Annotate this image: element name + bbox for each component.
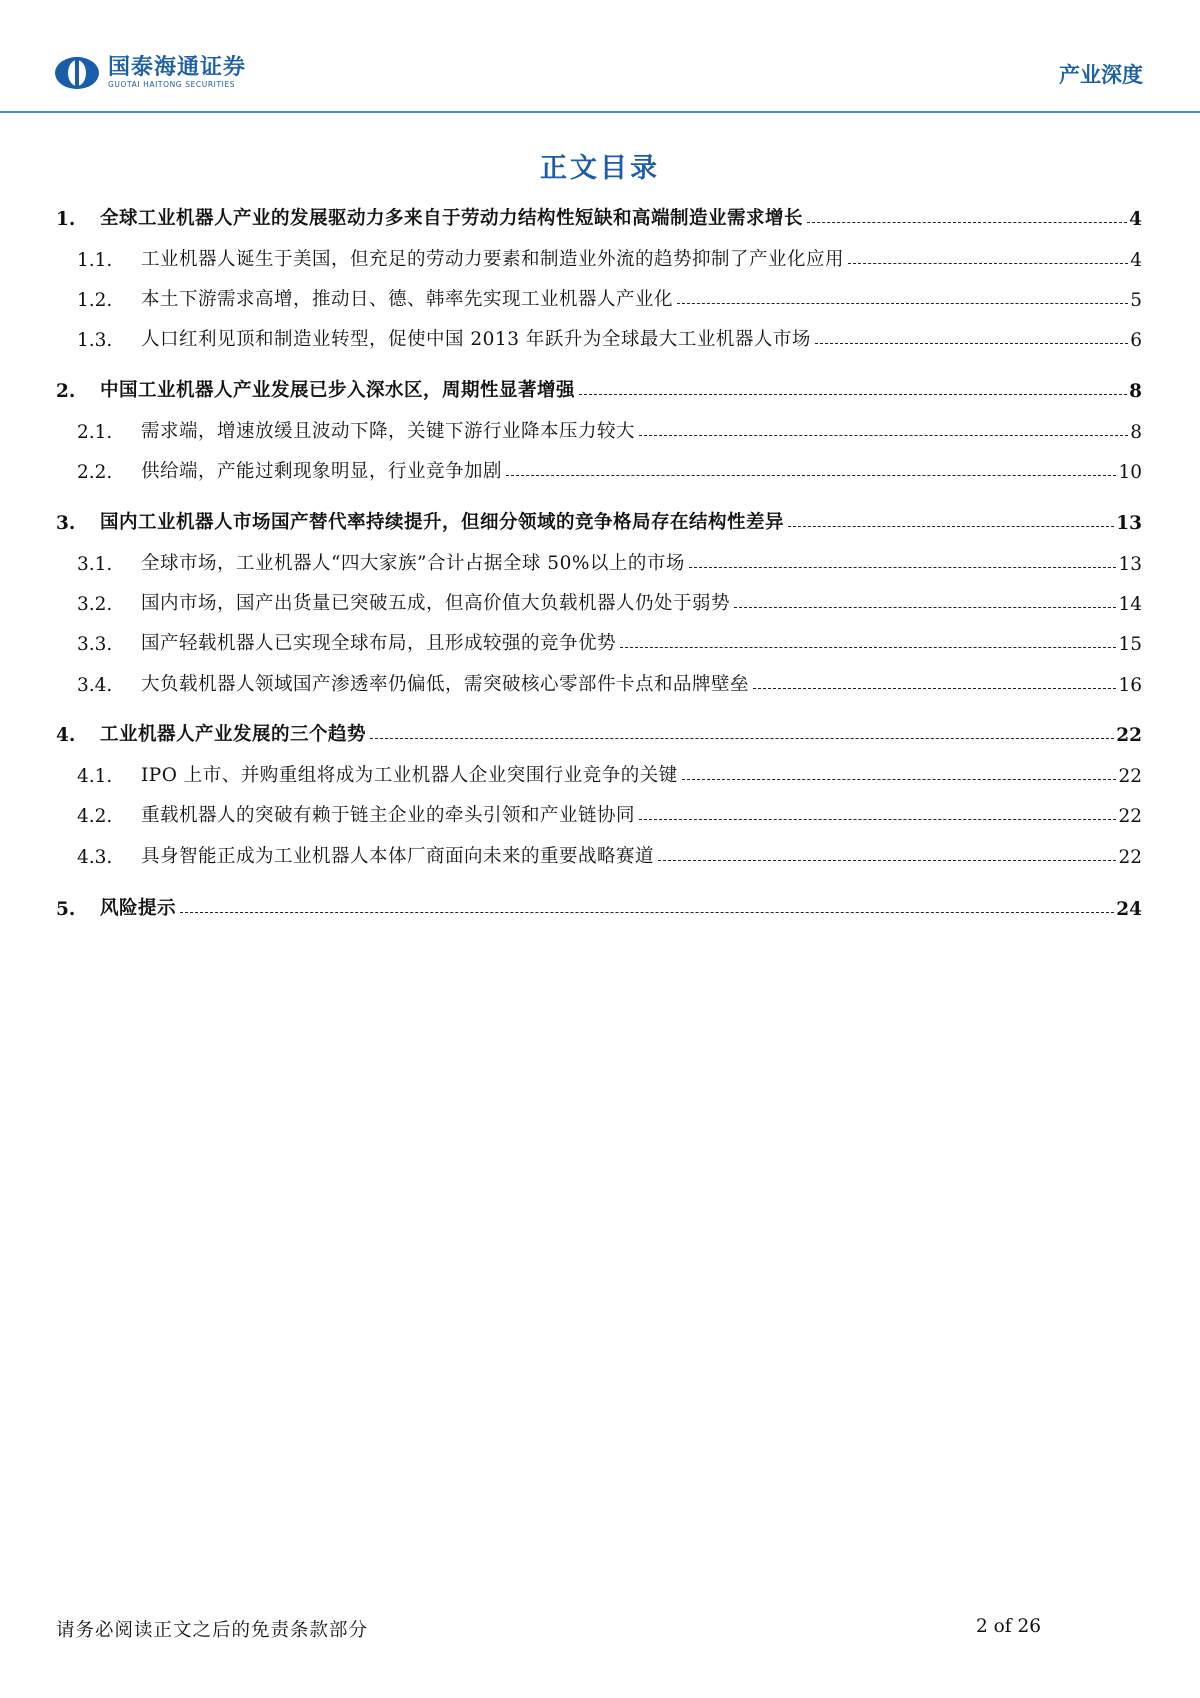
toc-dot-leader: [734, 607, 1116, 608]
report-type-tag: 产业深度: [1059, 63, 1143, 87]
toc-entry-page: 4: [1129, 209, 1142, 230]
toc-entry-title: 人口红利见顶和制造业转型，促使中国 2013 年跃升为全球最大工业机器人市场: [141, 329, 811, 350]
toc-entry-title: 国产轻载机器人已实现全球布局，且形成较强的竞争优势: [141, 633, 617, 654]
toc-dot-leader: [370, 738, 1114, 739]
guotai-haitong-logo-icon: [54, 56, 100, 90]
toc-dot-leader: [506, 475, 1116, 476]
toc-dot-leader: [689, 567, 1117, 568]
toc-entry-number: 1.1.: [77, 250, 113, 271]
toc-entry-page: 22: [1118, 766, 1142, 787]
toc-subsection-entry[interactable]: [77, 672, 1142, 696]
toc-entry-title: 重载机器人的突破有赖于链主企业的牵头引领和产业链协同: [141, 805, 636, 826]
toc-section-entry[interactable]: [56, 896, 1142, 920]
toc-entry-number: 4.1.: [77, 766, 113, 787]
toc-dot-leader: [753, 688, 1116, 689]
page-number: 2 of 26: [976, 1616, 1042, 1637]
toc-dot-leader: [639, 819, 1116, 820]
header-divider: [0, 111, 1200, 113]
toc-entry-title: 工业机器人诞生于美国，但充足的劳动力要素和制造业外流的趋势抑制了产业化应用: [141, 249, 845, 270]
toc-subsection-entry[interactable]: [77, 763, 1142, 787]
toc-entry-number: 5.: [56, 899, 76, 920]
toc-entry-number: 1.: [56, 209, 76, 230]
toc-entry-number: 4.: [56, 725, 76, 746]
toc-entry-page: 5: [1130, 290, 1142, 311]
toc-subsection-entry[interactable]: [77, 419, 1142, 443]
toc-entry-title: 中国工业机器人产业发展已步入深水区，周期性显著增强: [100, 380, 576, 401]
toc-entry-title: 大负载机器人领域国产渗透率仍偏低，需突破核心零部件卡点和品牌壁垒: [141, 674, 750, 695]
toc-subsection-entry[interactable]: [77, 287, 1142, 311]
toc-entry-page: 4: [1130, 250, 1142, 271]
toc-entry-number: 4.3.: [77, 847, 113, 868]
toc-entry-page: 13: [1118, 554, 1142, 575]
disclaimer-note: 请务必阅读正文之后的免责条款部分: [56, 1620, 369, 1641]
toc-subsection-entry[interactable]: [77, 631, 1142, 655]
toc-dot-leader: [620, 647, 1116, 648]
toc-entry-number: 4.2.: [77, 806, 113, 827]
toc-entry-number: 3.4.: [77, 675, 113, 696]
toc-entry-title: 全球市场，工业机器人“四大家族”合计占据全球 50%以上的市场: [141, 553, 685, 574]
toc-entry-title: 工业机器人产业发展的三个趋势: [100, 724, 367, 745]
toc-subsection-entry[interactable]: [77, 551, 1142, 575]
toc-entry-title: 本土下游需求高增，推动日、德、韩率先实现工业机器人产业化: [141, 289, 674, 310]
toc-entry-page: 16: [1118, 675, 1142, 696]
toc-entry-page: 8: [1129, 381, 1142, 402]
toc-entry-page: 6: [1130, 330, 1142, 351]
toc-entry-title: 国内市场，国产出货量已突破五成，但高价值大负载机器人仍处于弱势: [141, 593, 731, 614]
toc-entry-number: 1.2.: [77, 290, 113, 311]
toc-dot-leader: [807, 222, 1127, 223]
toc-section-entry[interactable]: [56, 722, 1142, 746]
page-header: [0, 0, 1200, 116]
toc-entry-title: 具身智能正成为工业机器人本体厂商面向未来的重要战略赛道: [141, 846, 655, 867]
toc-entry-title: 全球工业机器人产业的发展驱动力多来自于劳动力结构性短缺和高端制造业需求增长: [100, 208, 804, 229]
toc-subsection-entry[interactable]: [77, 247, 1142, 271]
toc-entry-page: 22: [1116, 725, 1142, 746]
toc-entry-number: 2.1.: [77, 422, 113, 443]
toc-entry-page: 8: [1130, 422, 1142, 443]
toc-dot-leader: [788, 526, 1114, 527]
toc-entry-page: 14: [1118, 594, 1142, 615]
toc-entry-page: 15: [1118, 634, 1142, 655]
logo-chinese-name: 国泰海通证券: [108, 55, 247, 80]
toc-subsection-entry[interactable]: [77, 803, 1142, 827]
toc-title: 正文目录: [540, 153, 660, 184]
toc-entry-number: 3.1.: [77, 554, 113, 575]
toc-dot-leader: [677, 303, 1128, 304]
toc-entry-title: 供给端，产能过剩现象明显，行业竞争加剧: [141, 461, 503, 482]
toc-entry-number: 3.2.: [77, 594, 113, 615]
toc-entry-number: 2.2.: [77, 462, 113, 483]
toc-dot-leader: [848, 263, 1128, 264]
toc-entry-title: 国内工业机器人市场国产替代率持续提升，但细分领域的竞争格局存在结构性差异: [100, 512, 785, 533]
toc-subsection-entry[interactable]: [77, 844, 1142, 868]
toc-dot-leader: [180, 912, 1114, 913]
toc-dot-leader: [682, 779, 1117, 780]
toc-entry-title: 风险提示: [100, 898, 177, 919]
toc-entry-number: 3.3.: [77, 634, 113, 655]
toc-entry-page: 22: [1118, 847, 1142, 868]
toc-subsection-entry[interactable]: [77, 591, 1142, 615]
toc-dot-leader: [658, 860, 1116, 861]
toc-subsection-entry[interactable]: [77, 459, 1142, 483]
toc-entry-number: 3.: [56, 513, 76, 534]
toc-dot-leader: [639, 435, 1128, 436]
toc-entry-number: 2.: [56, 381, 76, 402]
company-logo: [54, 56, 246, 90]
toc-dot-leader: [815, 343, 1128, 344]
toc-subsection-entry[interactable]: [77, 327, 1142, 351]
logo-english-name: GUOTAI HAITONG SECURITIES: [108, 80, 236, 89]
toc-dot-leader: [579, 394, 1127, 395]
toc-entry-page: 13: [1116, 513, 1142, 534]
toc-entry-title: IPO 上市、并购重组将成为工业机器人企业突围行业竞争的关键: [141, 765, 678, 786]
toc-entry-page: 22: [1118, 806, 1142, 827]
toc-entry-title: 需求端，增速放缓且波动下降，关键下游行业降本压力较大: [141, 421, 636, 442]
toc-section-entry[interactable]: [56, 206, 1142, 230]
toc-entry-page: 10: [1118, 462, 1142, 483]
toc-section-entry[interactable]: [56, 378, 1142, 402]
toc-entry-number: 1.3.: [77, 330, 113, 351]
toc-section-entry[interactable]: [56, 510, 1142, 534]
toc-entry-page: 24: [1116, 899, 1142, 920]
